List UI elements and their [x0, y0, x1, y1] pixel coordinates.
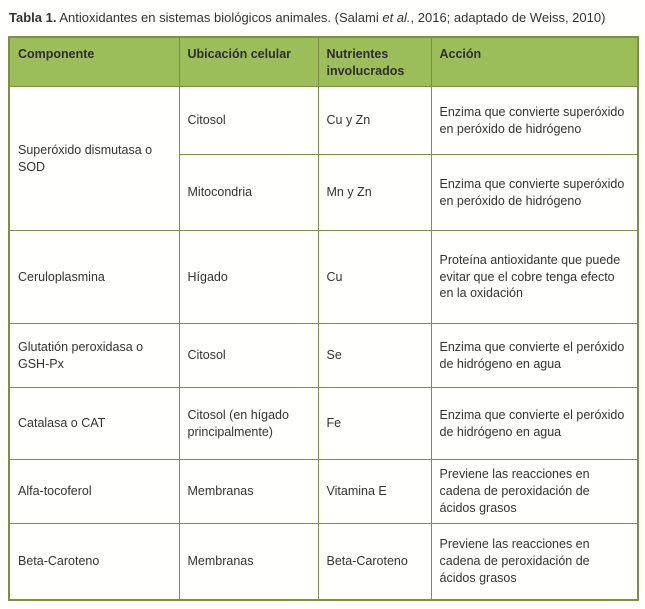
cell-nutrients: Cu [318, 231, 431, 324]
table-caption-etal: et al. [382, 10, 411, 25]
table-row [9, 324, 638, 388]
cell-component: Beta-Caroteno [9, 523, 179, 600]
cell-component: Catalasa o CAT [9, 388, 179, 460]
cell-location: Citosol [179, 87, 318, 155]
cell-component: Glutatión peroxidasa o GSH-Px [9, 324, 179, 388]
cell-location: Citosol [179, 324, 318, 388]
cell-component: Superóxido dismutasa o SOD [9, 87, 179, 231]
antioxidants-table [8, 36, 639, 601]
cell-action: Enzima que convierte el peróxido de hidrógeno en agua [431, 324, 638, 388]
cell-location: Citosol (en hígado principalmente) [179, 388, 318, 460]
column-header-componente: Componente [9, 37, 179, 86]
cell-location: Membranas [179, 460, 318, 524]
cell-action: Enzima que convierte superóxido en peróxido de hidrógeno [431, 155, 638, 231]
cell-nutrients: Mn y Zn [318, 155, 431, 231]
cell-location: Hígado [179, 231, 318, 324]
header-row [9, 37, 638, 86]
cell-action: Previene las reacciones en cadena de peroxidación de ácidos grasos [431, 523, 638, 600]
cell-action: Previene las reacciones en cadena de peroxidación de ácidos grasos [431, 460, 638, 524]
column-header-ubicacion: Ubicación celular [179, 37, 318, 86]
cell-nutrients: Vitamina E [318, 460, 431, 524]
cell-nutrients: Beta-Caroteno [318, 523, 431, 600]
table-row [9, 87, 638, 155]
table-caption-suffix: , 2016; adaptado de Weiss, 2010) [410, 10, 606, 25]
cell-nutrients: Cu y Zn [318, 87, 431, 155]
cell-component: Alfa-tocoferol [9, 460, 179, 524]
column-header-accion: Acción [431, 37, 638, 86]
cell-location: Mitocondria [179, 155, 318, 231]
table-row [9, 388, 638, 460]
column-header-nutrientes: Nutrientes involucrados [318, 37, 431, 86]
cell-nutrients: Fe [318, 388, 431, 460]
cell-nutrients: Se [318, 324, 431, 388]
table-row [9, 231, 638, 324]
table-row [9, 523, 638, 600]
cell-component: Ceruloplasmina [9, 231, 179, 324]
cell-action: Proteína antioxidante que puede evitar que el cobre tenga efecto en la oxidación [431, 231, 638, 324]
cell-action: Enzima que convierte superóxido en peróxido de hidrógeno [431, 87, 638, 155]
cell-location: Membranas [179, 523, 318, 600]
table-caption [0, 0, 645, 36]
cell-action: Enzima que convierte el peróxido de hidrógeno en agua [431, 388, 638, 460]
table-caption-label: Tabla 1. [9, 10, 57, 25]
table-row [9, 460, 638, 524]
table-caption-text: Antioxidantes en sistemas biológicos animales. (Salami [56, 10, 383, 25]
